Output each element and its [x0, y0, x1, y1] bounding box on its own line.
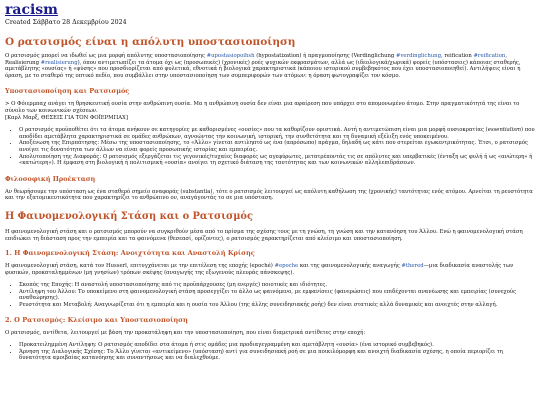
tag-reification[interactable]: #reification [473, 53, 506, 59]
marx-quote [5, 101, 535, 121]
section-heading-reification: Υποστασιοποίηση και Ρατσισμός [5, 87, 130, 96]
list-item-text: Ο ρατσισμός προϋποθέτει ότι τα άτομα ανήκουν σε κατηγορίες με καθορισμένες «ουσίες» που τα καθορίζουν οριστικά. Αυτή η αντιμετώπιση είναι μια μορφή ουσιοκρατίας ( [19, 127, 488, 134]
tag-realisierung[interactable]: #realisierung [40, 59, 78, 66]
list-item: • Άρνηση της Διαλογικής Σχέσης: Το Άλλο γίνεται «αντικείμενο» (υπόσταση) αντί για συνειδησιακή ροή σε μια ποικιλόμορφη και ανοιχτή διαδικασία σχέσης, η οποία περιορίζει τη δυνατότητα αμοιβαίας κατανόησης και συναντήσεως και να διαλεχθούμε. [19, 349, 535, 362]
list-item: • Προκατειλημμένη Αντίληψη: Ο ρατσισμός αποδίδει στα άτομα ή στις ομάδες μια προδιαγεγραμμένη και αμετάβλητη «ουσία» (ένα ιστορικό συμβεβηκός). [19, 342, 535, 349]
phenomenology-paragraph: Η φαινομενολογική στάση και ο ρατσισμός μπορούν να συγκριθούν μέσα από το πρίσμα της σχέσης τους με τη γνώση, τη γνώση και την κατανόηση του Άλλου. Ενώ η φαινομενολογική στάση επιδιώκει τη διάσταση προς την εμπειρία και τα φαινόμενα (θεσεασί, ορίζοντες), ο ρατσισμός χαρακτηρίζεται από κλείσιμο και υποστασιοποίηση. [5, 228, 523, 242]
husserl-text-2: και της φαινομενολογικής αναγωγής [298, 263, 402, 270]
section-heading-philosophy: Φιλοσοφική Προέκταση [5, 174, 96, 183]
tag-thered[interactable]: #thered [401, 263, 424, 270]
page-title: Ο ρατσισμός είναι η απόλυτη υποστασιοποίηση [5, 36, 296, 48]
intro-paragraph [5, 53, 535, 79]
list-item [19, 127, 535, 140]
list-item: • Αντίληψη του Άλλου: Το υποκείμενο στη φαινομενολογική στάση προσεγγίζει το άλλο ως φαινόμενο, με εμφανίσεις (φανερώσεις) που επιδέχονται ανανέωσης και εμπειρίας (συνεχούς αναθεώρησης). [19, 289, 535, 302]
quote-text: > Ο Φόιερμπαχ ανάγει τη θρησκευτική ουσία στην ανθρώπινη ουσία. Μα η ανθρώπινη ουσία δεν είναι μια αφαίρεση που υπάρχει στο απομονωμένο άτομο. Στην πραγματικότητά της είναι το σύνολο των κοινωνικών σχέσεων. [5, 101, 520, 114]
tag-upostasiopoihsh[interactable]: #upostasiopoihsh [206, 53, 255, 59]
intro-text-3: , reification [440, 53, 472, 59]
intro-text-2: (hypostatization) ή πραγμοποίησης (Verdinglichung [256, 53, 395, 59]
list-item-text-tail: ) που αποδίδει αμετάβλητα χαρακτηριστικά σε ομάδες ανθρώπων, αγνοώντας την κοινωνική, ιστορική, την συνθετότητα και τη δυναμική εξέλιξη ενός υποκειμένου. [19, 127, 535, 140]
tag-verdinglichung[interactable]: #verdinglichung [396, 53, 441, 59]
racism-list [5, 342, 535, 362]
section-heading-phenomenology: Η Φαινομενολογική Στάση και ο Ρατσισμός [5, 210, 253, 222]
list-item [19, 140, 535, 153]
husserl-text-1: Η φαινομενολογική στάση, κατά τον Husserl, επιτυγχάνεται με την επιτέλεση της εποχής (epoché) [5, 263, 275, 270]
list-item [19, 154, 535, 167]
list-item: • Ρευστότητα και Μεταβολή: Αναγνωρίζεται ότι η εμπειρία και η ουσία του Άλλου (της άλλης συνειδησιακής ροής) δεν είναι στατικές αλλά δυναμικές και ανοιχτές στην αλλαγή. [19, 302, 535, 309]
list-item: • Σκοπός της Εποχής: Η αναστολή υποστασιοποίησης από τις προϋπάρχουσες (μη ενεργές) ποιοτικές και ιδιότητες. [19, 282, 535, 289]
intro-text-5: ), όπου αντιμετωπίζει τα άτομα όχι ως (προσωπικές) (χρονικές) ροές ψυχικών εκφρασμάτων, αλλά ως (ιδεολογικά/χωρικά) φορείς (υπόστασεις) κάποιας σταθερής, αμετάβλητης «ουσίας» ή «φύσης» που προσδιορίζεται από φυλετικά, εθνοτικά ή βιολογικά χαρακτηριστικά (κάποιου ιστορικού συμβεβηκότος που έχει υποστασιοποιηθεί). Αντιλήψεις είναι η όραση, με το σταθερό της οπτικό πεδίο, που συμβάλλει στην υποστασιοποίηση των συμπεριφορών των ατόμων: η όραση φωτογραφίζει τον κόσμο. [5, 59, 521, 79]
created-date: Created Σάββατο 28 Δεκεμβρίου 2024 [5, 19, 127, 26]
husserl-paragraph [5, 263, 535, 276]
husserl-text-3: —μια διαδικασία αναστολής των φυσικών, προκαταλημμένων (μη γνησίων) τρόπων σκέψης (αναγωγής της εξωγενούς πλευράς πάνσκεψης). [5, 263, 514, 276]
intro-text-4: , Realisierung [5, 53, 508, 66]
intro-text-1: Ο ρατσισμός μπορεί να ιδωθεί ως μια μορφή απόλυτης υποστασιοποίησης [5, 53, 205, 59]
racism-paragraph: Ο ρατσισμός, αντίθετα, λειτουργεί με βάση την προκατάληψη και την υποστασιοποίηση, που είναι διαμετρικά αντίθετες στην εποχή: [5, 329, 366, 336]
list-item-emphasis: essentialism [487, 127, 521, 134]
phenomenology-list [5, 282, 535, 308]
list-item-text: Αποξένωση της Επιρπάτησης: Μέσω της υποστασιοποίησης, το «Άλλο» γίνεται αντιληπτό ως ένα (απρόσωπο) πράγμα, δηλαδή ως κάτι που στερείται εγωκεντρικότητας. Έτσι, ο ρατσισμός ανοίγει τις δυνατότητα των άλλων να είναι φορείς προσωπικής ιστορίας και εμπειρίας. [19, 140, 529, 153]
list-item-text: Απολυτοποίηση της Διαφοράς: Ο ρατσισμός εξεργάζεται τις γεγονικές/τυχαίες διαφορές ως αγεφύρωτες, μετατρέποντάς τις σε απόλυτες και υπερβατικές (ένταξη ως φυλή ή ως «ανώτερη» ή «κατώτερη»). Η έμφαση στη βιολογική ή πολιτισμική «ουσία» ανοίγει τη σχετικό διάταση της ταυτότητας και των κοινωνικών αλληλεπιδράσεων. [19, 153, 533, 167]
philosophy-paragraph: Αν θεωρήσουμε την υπόσταση ως ένα σταθερό σημείο αναφοράς (substantia), τότε ο ρατσισμός λειτουργεί ως απόλυτη καθήλωση της (χρονικής) ταυτότητας ενός ατόμου. Αρνείται τη ρευστότητα και την εξατομικευτικότητα που χαρακτηρίζει το ανθρώπινο ον, αναγάγοντάς το σε μια υπόσταση. [5, 188, 533, 202]
tag-epoche[interactable]: #epoche [274, 263, 299, 270]
quote-source: [Καρλ Μαρξ, ΘΕΣΕΙΣ ΓΙΑ ΤΟΝ ΦΟΪΕΡΜΠΑΧ] [5, 114, 128, 121]
reification-list [5, 127, 535, 167]
subsection-heading-1: 1. Η Φαινομενολογική Στάση: Ανοιχτότητα και Αναστολή Κρίσης [5, 249, 255, 258]
subsection-heading-2: 2. Ο Ρατσισμός: Κλείσιμο και Υποστασιοποίηση [5, 315, 188, 324]
site-title-link[interactable]: racism [5, 2, 58, 18]
